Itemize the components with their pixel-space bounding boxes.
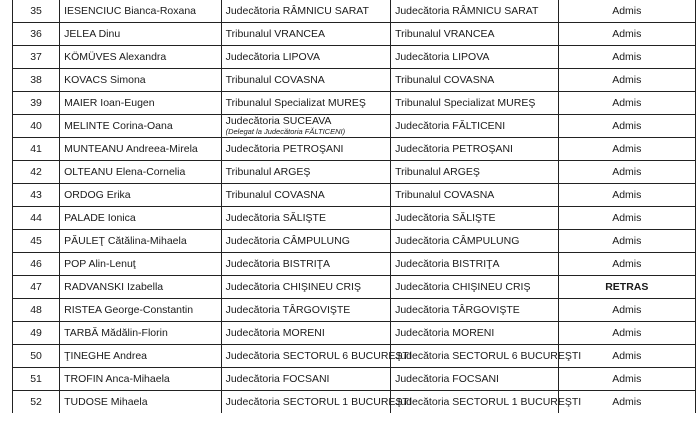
institution-cell: Judecătoria CHIŞINEU CRIŞ bbox=[221, 276, 390, 299]
table-row bbox=[13, 46, 696, 69]
destination-cell: Judecătoria CÂMPULUNG bbox=[391, 230, 558, 253]
status-cell: Admis bbox=[558, 161, 695, 184]
table-row bbox=[13, 184, 696, 207]
delegation-note: (Delegat la Judecătoria FĂLTICENI) bbox=[225, 127, 346, 136]
institution-cell: Judecătoria LIPOVA bbox=[221, 46, 390, 69]
candidate-name-cell: MUNTEANU Andreea-Mirela bbox=[60, 138, 221, 161]
status-cell: Admis bbox=[558, 345, 695, 368]
status-cell: Admis bbox=[558, 207, 695, 230]
candidate-name-cell: JELEA Dinu bbox=[60, 23, 221, 46]
table-row bbox=[13, 345, 696, 368]
candidate-name-cell: MELINTE Corina-Oana bbox=[60, 115, 221, 138]
institution-cell: Judecătoria SĂLIŞTE bbox=[221, 207, 390, 230]
destination-cell: Judecătoria RÂMNICU SARAT bbox=[391, 0, 558, 23]
candidate-name-cell: RADVANSKI Izabella bbox=[60, 276, 221, 299]
table-row bbox=[13, 138, 696, 161]
row-number-cell: 37 bbox=[13, 46, 60, 69]
status-cell: Admis bbox=[558, 69, 695, 92]
status-cell: Admis bbox=[558, 230, 695, 253]
table-row bbox=[13, 299, 696, 322]
status-cell: Admis bbox=[558, 322, 695, 345]
table-row bbox=[13, 253, 696, 276]
institution-cell bbox=[221, 115, 390, 138]
table-row bbox=[13, 391, 696, 414]
table-row bbox=[13, 276, 696, 299]
status-cell: Admis bbox=[558, 138, 695, 161]
institution-cell: Tribunalul Specializat MUREŞ bbox=[221, 92, 390, 115]
results-table bbox=[12, 0, 696, 413]
institution-cell: Tribunalul COVASNA bbox=[221, 184, 390, 207]
row-number-cell: 48 bbox=[13, 299, 60, 322]
status-cell: Admis bbox=[558, 92, 695, 115]
institution-cell: Judecătoria SECTORUL 6 BUCUREŞTI bbox=[221, 345, 390, 368]
destination-cell: Judecătoria SĂLIŞTE bbox=[391, 207, 558, 230]
destination-cell: Tribunalul ARGEŞ bbox=[391, 161, 558, 184]
table-row bbox=[13, 161, 696, 184]
status-cell: Admis bbox=[558, 299, 695, 322]
institution-cell: Judecătoria RÂMNICU SARAT bbox=[221, 0, 390, 23]
candidate-name-cell: PALADE Ionica bbox=[60, 207, 221, 230]
row-number-cell: 35 bbox=[13, 0, 60, 23]
candidate-name-cell: POP Alin-Lenuţ bbox=[60, 253, 221, 276]
row-number-cell: 40 bbox=[13, 115, 60, 138]
institution-cell: Tribunalul COVASNA bbox=[221, 69, 390, 92]
candidate-name-cell: TUDOSE Mihaela bbox=[60, 391, 221, 414]
status-cell: Admis bbox=[558, 0, 695, 23]
row-number-cell: 45 bbox=[13, 230, 60, 253]
candidate-name-cell: ŢINEGHE Andrea bbox=[60, 345, 221, 368]
institution-cell: Tribunalul ARGEŞ bbox=[221, 161, 390, 184]
candidate-name-cell: MAIER Ioan-Eugen bbox=[60, 92, 221, 115]
row-number-cell: 44 bbox=[13, 207, 60, 230]
status-cell: Admis bbox=[558, 368, 695, 391]
row-number-cell: 52 bbox=[13, 391, 60, 414]
candidate-name-cell: RISTEA George-Constantin bbox=[60, 299, 221, 322]
row-number-cell: 47 bbox=[13, 276, 60, 299]
status-cell: Admis bbox=[558, 253, 695, 276]
institution-cell: Judecătoria CÂMPULUNG bbox=[221, 230, 390, 253]
destination-cell: Judecătoria FĂLTICENI bbox=[391, 115, 558, 138]
results-table-body bbox=[13, 0, 696, 413]
row-number-cell: 46 bbox=[13, 253, 60, 276]
row-number-cell: 42 bbox=[13, 161, 60, 184]
candidate-name-cell: TROFIN Anca-Mihaela bbox=[60, 368, 221, 391]
destination-cell: Judecătoria BISTRIŢA bbox=[391, 253, 558, 276]
destination-cell: Tribunalul VRANCEA bbox=[391, 23, 558, 46]
candidate-name-cell: IESENCIUC Bianca-Roxana bbox=[60, 0, 221, 23]
destination-cell: Tribunalul COVASNA bbox=[391, 69, 558, 92]
destination-cell: Judecătoria SECTORUL 6 BUCUREŞTI bbox=[391, 345, 558, 368]
institution-cell: Judecătoria MORENI bbox=[221, 322, 390, 345]
row-number-cell: 39 bbox=[13, 92, 60, 115]
institution-cell: Judecătoria FOCSANI bbox=[221, 368, 390, 391]
institution-cell: Judecătoria TÂRGOVIŞTE bbox=[221, 299, 390, 322]
candidate-name-cell: KÖMÜVES Alexandra bbox=[60, 46, 221, 69]
institution-cell: Tribunalul VRANCEA bbox=[221, 23, 390, 46]
table-row bbox=[13, 23, 696, 46]
row-number-cell: 43 bbox=[13, 184, 60, 207]
status-cell: Admis bbox=[558, 184, 695, 207]
institution-cell: Judecătoria PETROŞANI bbox=[221, 138, 390, 161]
table-row bbox=[13, 92, 696, 115]
institution-cell: Judecătoria SECTORUL 1 BUCUREŞTI bbox=[221, 391, 390, 414]
status-cell: Admis bbox=[558, 23, 695, 46]
row-number-cell: 41 bbox=[13, 138, 60, 161]
table-row bbox=[13, 230, 696, 253]
table-row bbox=[13, 368, 696, 391]
row-number-cell: 38 bbox=[13, 69, 60, 92]
row-number-cell: 36 bbox=[13, 23, 60, 46]
table-row bbox=[13, 69, 696, 92]
table-row bbox=[13, 115, 696, 138]
row-number-cell: 50 bbox=[13, 345, 60, 368]
destination-cell: Judecătoria PETROŞANI bbox=[391, 138, 558, 161]
status-cell: Admis bbox=[558, 115, 695, 138]
table-row bbox=[13, 322, 696, 345]
institution-cell: Judecătoria BISTRIŢA bbox=[221, 253, 390, 276]
row-number-cell: 51 bbox=[13, 368, 60, 391]
destination-cell: Judecătoria SECTORUL 1 BUCUREŞTI bbox=[391, 391, 558, 414]
destination-cell: Judecătoria FOCSANI bbox=[391, 368, 558, 391]
destination-cell: Judecătoria CHIŞINEU CRIŞ bbox=[391, 276, 558, 299]
status-cell: Admis bbox=[558, 46, 695, 69]
destination-cell: Judecătoria LIPOVA bbox=[391, 46, 558, 69]
destination-cell: Judecătoria MORENI bbox=[391, 322, 558, 345]
status-cell: Admis bbox=[558, 391, 695, 414]
destination-cell: Tribunalul Specializat MUREŞ bbox=[391, 92, 558, 115]
institution-name: Judecătoria SUCEAVA bbox=[225, 115, 332, 127]
candidate-name-cell: PĂULEŢ Cătălina-Mihaela bbox=[60, 230, 221, 253]
table-row bbox=[13, 0, 696, 23]
candidate-name-cell: KOVACS Simona bbox=[60, 69, 221, 92]
table-row bbox=[13, 207, 696, 230]
destination-cell: Judecătoria TÂRGOVIŞTE bbox=[391, 299, 558, 322]
candidate-name-cell: TARBĂ Mădălin-Florin bbox=[60, 322, 221, 345]
destination-cell: Tribunalul COVASNA bbox=[391, 184, 558, 207]
status-cell: RETRAS bbox=[558, 276, 695, 299]
row-number-cell: 49 bbox=[13, 322, 60, 345]
candidate-name-cell: ORDOG Erika bbox=[60, 184, 221, 207]
candidate-name-cell: OLTEANU Elena-Cornelia bbox=[60, 161, 221, 184]
